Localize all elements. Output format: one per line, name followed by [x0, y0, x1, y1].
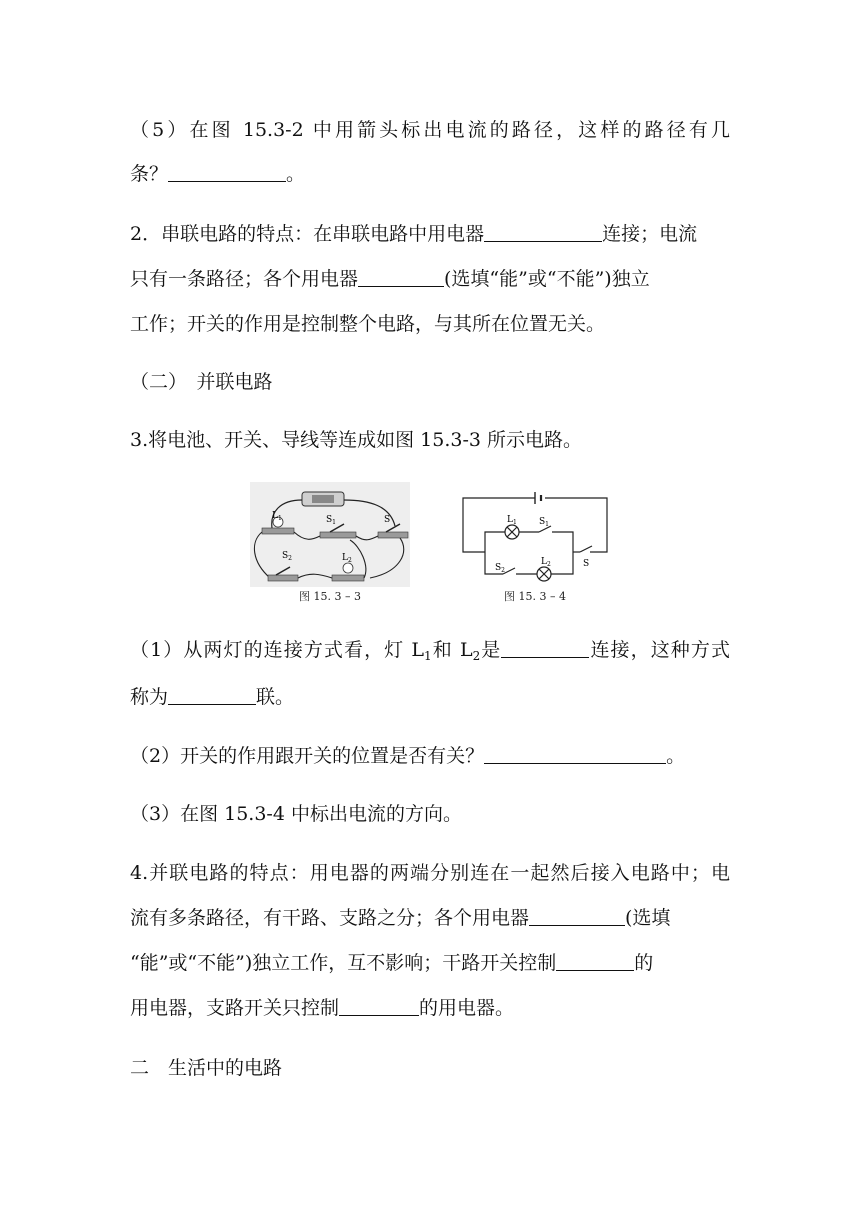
- parallel-feature-text: “能”或“不能”)独立工作，互不影响；干路开关控制: [130, 952, 557, 974]
- label-S1-schematic: $S_1$: [539, 517, 549, 528]
- label-L1-schematic: $L_1$: [507, 515, 517, 526]
- answer-blank[interactable]: [339, 997, 419, 1016]
- answer-blank[interactable]: [501, 639, 589, 658]
- answer-blank[interactable]: [168, 163, 286, 182]
- parallel-feature-text: 的: [634, 952, 654, 974]
- parallel-feature-text: 流有多条路径，有干路、支路之分；各个用电器: [130, 907, 530, 929]
- series-feature-text: 2．串联电路的特点：在串联电路中用电器: [130, 223, 485, 245]
- parallel-feature-text: (选填: [625, 907, 671, 929]
- series-feature-line-3: 工作；开关的作用是控制整个电路，与其所在位置无关。: [130, 313, 606, 335]
- question-2-text: （2）开关的作用跟开关的位置是否有关？: [130, 745, 485, 767]
- question-1-line-2: [130, 685, 730, 709]
- question-5-end: 。: [286, 163, 306, 185]
- figure-15-3-4-schematic: [455, 484, 615, 589]
- series-feature-text: 只有一条路径；各个用电器: [130, 268, 359, 290]
- section-heading-daily-circuits: 二 生活中的电路: [130, 1057, 283, 1079]
- question-3-line: （3）在图 15.3-4 中标出电流的方向。: [130, 803, 462, 825]
- parallel-feature-text: 的用电器。: [419, 997, 515, 1019]
- question-1-text: 称为: [130, 686, 169, 708]
- answer-blank[interactable]: [529, 907, 625, 926]
- label-S2-schematic: $S_2$: [495, 563, 505, 574]
- answer-blank[interactable]: [556, 952, 634, 971]
- answer-blank[interactable]: [484, 223, 602, 242]
- series-feature-line-1: [130, 222, 730, 246]
- parallel-feature-line-1: 4.并联电路的特点：用电器的两端分别连在一起然后接入电路中；电: [130, 862, 730, 884]
- label-L2-schematic: $L_2$: [541, 557, 551, 568]
- answer-blank[interactable]: [484, 745, 666, 764]
- question-5-text: 条？: [130, 163, 169, 185]
- parallel-feature-text: 用电器，支路开关只控制: [130, 997, 340, 1019]
- question-1-text: 连接，这种方式: [589, 639, 730, 661]
- question-5-line-2: [130, 162, 730, 186]
- parallel-feature-line-2: [130, 906, 730, 930]
- series-feature-text: (选填“能”或“不能”)独立: [444, 268, 650, 290]
- question-2-line: [130, 744, 730, 768]
- question-1-text: （1）从两灯的连接方式看，灯 $L_1$和 $L_2$是: [130, 639, 502, 663]
- label-L2: $L_2$: [342, 553, 352, 564]
- question-2-end: 。: [666, 745, 686, 767]
- label-S: S: [384, 515, 391, 525]
- question-5-line-1: （5）在图 15.3-2 中用箭头标出电流的路径，这样的路径有几: [130, 119, 730, 141]
- label-S1: $S_1$: [326, 515, 336, 526]
- figure-caption-15-3-4: 图 15. 3 – 4: [504, 590, 566, 603]
- parallel-feature-line-4: [130, 996, 730, 1020]
- figure-caption-15-3-3: 图 15. 3 – 3: [299, 590, 361, 603]
- section-heading-parallel: （二） 并联电路: [130, 371, 273, 393]
- label-S2: $S_2$: [282, 551, 292, 562]
- series-feature-line-2: [130, 267, 730, 291]
- question-1-text: 联。: [256, 686, 295, 708]
- question-1-line-1: [130, 638, 730, 662]
- instruction-3: 3.将电池、开关、导线等连成如图 15.3-3 所示电路。: [130, 429, 583, 451]
- series-feature-text: 连接；电流: [602, 223, 698, 245]
- label-S-schematic: S: [583, 559, 590, 569]
- parallel-feature-line-3: [130, 951, 730, 975]
- figure-15-3-3-photo: [250, 482, 410, 587]
- label-L1: $L_1$: [272, 511, 282, 522]
- answer-blank[interactable]: [168, 686, 256, 705]
- answer-blank[interactable]: [358, 268, 444, 287]
